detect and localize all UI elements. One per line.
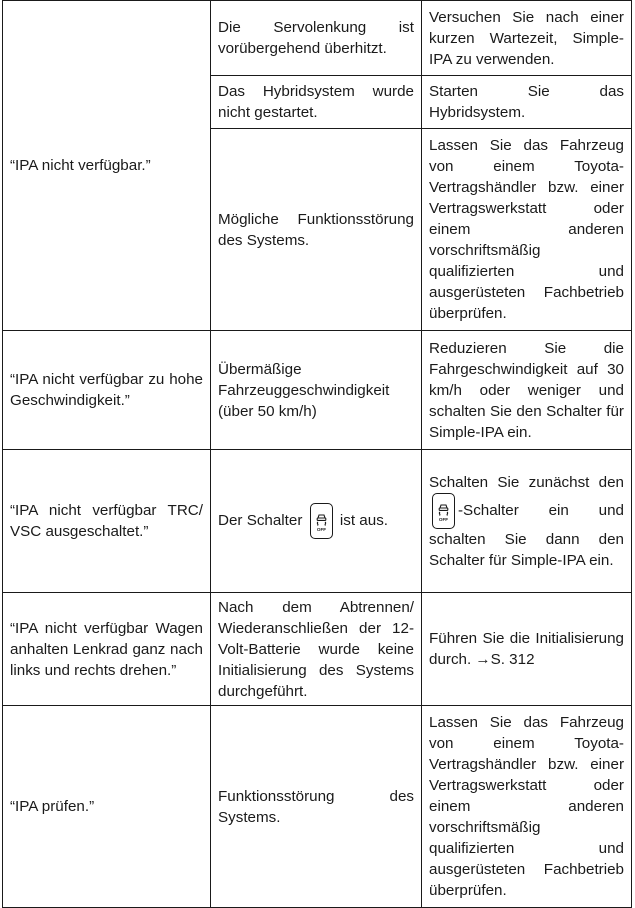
table-row	[3, 450, 632, 593]
cause-cell: Das Hybridsystem wurde nicht gestartet.	[211, 76, 422, 129]
action-cell: Versuchen Sie nach einer kurzen Wartezeit, Simple-IPA zu verwenden.	[422, 1, 632, 76]
action-text: -Schalter ein und schalten Sie dann den Schalter für Simple-IPA ein.	[429, 501, 624, 569]
action-cell: Führen Sie die Initialisierung durch. →S. 312	[422, 593, 632, 706]
action-cell	[422, 450, 632, 593]
ipa-message-table	[2, 0, 632, 908]
message-cell: “IPA nicht verfügbar zu hohe Geschwindigkeit.”	[3, 331, 211, 450]
cause-text: Der Schalter	[218, 512, 303, 530]
cause-cell: Übermäßige Fahrzeuggeschwindigkeit (über 50 km/h)	[211, 331, 422, 450]
action-cell: Starten Sie das Hybridsystem.	[422, 76, 632, 129]
action-cell: Lassen Sie das Fahrzeug von einem Toyota-Vertragshändler bzw. einer Vertragswerkstatt oder einem anderen vorschriftsmäßig qualifizierten und ausgerüsteten Fachbetrieb überprüfen.	[422, 129, 632, 331]
action-text: Schalten Sie zunächst den	[429, 473, 624, 491]
vsc-off-icon	[310, 503, 333, 539]
action-cell: Reduzieren Sie die Fahrgeschwindigkeit auf 30 km/h oder weniger und schalten Sie den Schalter für Simple-IPA ein.	[422, 331, 632, 450]
vsc-off-icon-label: OFF	[316, 527, 326, 532]
message-cell: “IPA nicht verfügbar TRC/ VSC ausgeschaltet.”	[3, 450, 211, 593]
cause-cell: Nach dem Abtrennen/ Wiederanschließen der 12-Volt-Batterie wurde keine Initialisierung des Systems durchgeführt.	[211, 593, 422, 706]
table-row	[3, 331, 632, 450]
action-cell: Lassen Sie das Fahrzeug von einem Toyota-Vertragshändler bzw. einer Vertragswerkstatt oder einem anderen vorschriftsmäßig qualifizierten und ausgerüsteten Fachbetrieb überprüfen.	[422, 706, 632, 908]
vsc-off-icon-label: OFF	[438, 516, 449, 522]
cause-cell	[211, 450, 422, 593]
cause-cell: Funktionsstörung des Systems.	[211, 706, 422, 908]
table-row	[3, 706, 632, 908]
message-cell: “IPA prüfen.”	[3, 706, 211, 908]
message-cell: “IPA nicht verfügbar.”	[3, 1, 211, 331]
cause-cell: Die Servolenkung ist vorübergehend überhitzt.	[211, 1, 422, 76]
vsc-off-icon	[432, 493, 455, 529]
cause-cell: Mögliche Funktionsstörung des Systems.	[211, 129, 422, 331]
cause-text: ist aus.	[339, 512, 389, 530]
message-cell: “IPA nicht verfügbar Wagen anhalten Lenkrad ganz nach links und rechts drehen.”	[3, 593, 211, 706]
table-row	[3, 1, 632, 76]
table-row	[3, 593, 632, 706]
